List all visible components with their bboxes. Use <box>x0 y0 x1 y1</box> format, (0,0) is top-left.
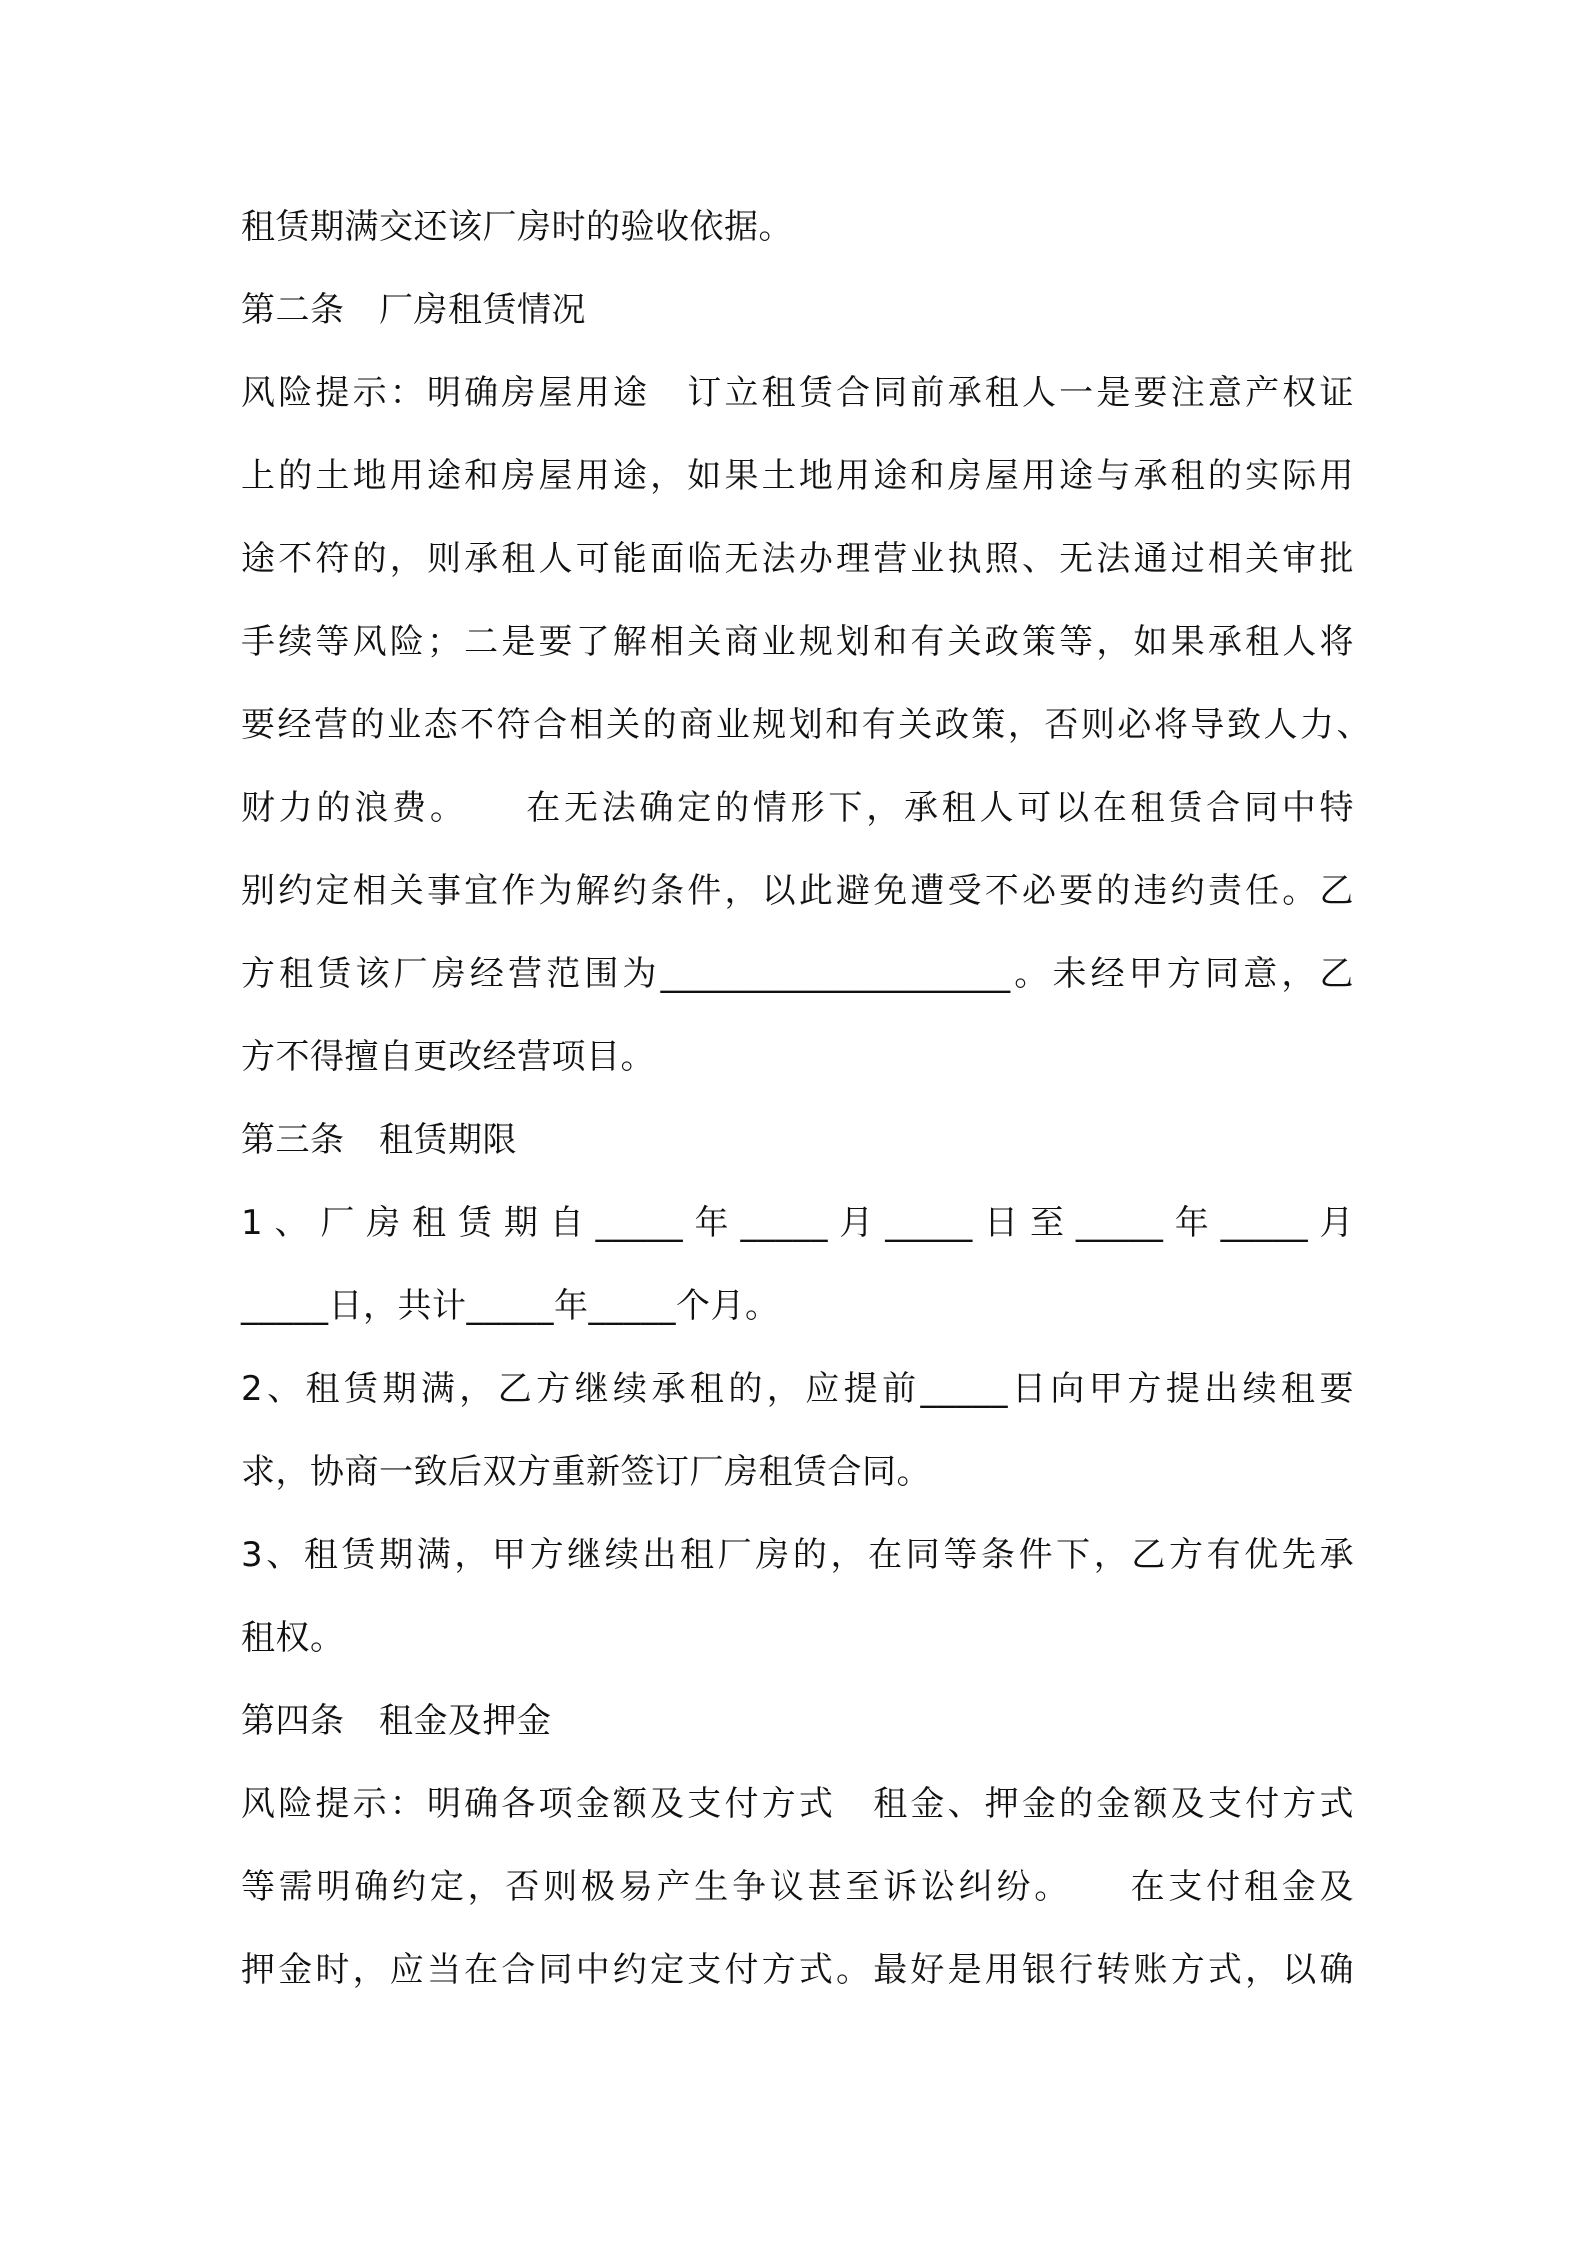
text-line-15: 2、租赁期满，乙方继续承租的，应提前_____日向甲方提出续租要 <box>241 1369 1354 1409</box>
article-2-heading: 第二条 厂房租赁情况 <box>241 290 586 330</box>
text-line-22: 押金时，应当在合同中约定支付方式。最好是用银行转账方式，以确 <box>241 1950 1354 1990</box>
text-line-7: 要经营的业态不符合相关的商业规划和有关政策，否则必将导致人力、 <box>241 705 1371 745</box>
text-line-16: 求，协商一致后双方重新签订厂房租赁合同。 <box>241 1452 931 1492</box>
text-line-10: 方租赁该厂房经营范围为____________________。未经甲方同意，乙 <box>241 954 1354 994</box>
text-line-6: 手续等风险；二是要了解相关商业规划和有关政策等，如果承租人将 <box>241 622 1354 662</box>
text-line-4: 上的土地用途和房屋用途，如果土地用途和房屋用途与承租的实际用 <box>241 456 1354 496</box>
text-line-3: 风险提示：明确房屋用途 订立租赁合同前承租人一是要注意产权证 <box>241 373 1354 413</box>
text-line-20: 风险提示：明确各项金额及支付方式 租金、押金的金额及支付方式 <box>241 1784 1354 1824</box>
text-line-17: 3、租赁期满，甲方继续出租厂房的，在同等条件下，乙方有优先承 <box>241 1535 1354 1575</box>
text-line-5: 途不符的，则承租人可能面临无法办理营业执照、无法通过相关审批 <box>241 539 1354 579</box>
article-4-heading: 第四条 租金及押金 <box>241 1701 552 1741</box>
text-line-11: 方不得擅自更改经营项目。 <box>241 1037 655 1077</box>
text-line-21: 等需明确约定，否则极易产生争议甚至诉讼纠纷。 在支付租金及 <box>241 1867 1354 1907</box>
text-line-9: 别约定相关事宜作为解约条件，以此避免遭受不必要的违约责任。乙 <box>241 871 1354 911</box>
text-line-1: 租赁期满交还该厂房时的验收依据。 <box>241 207 793 247</box>
text-line-18: 租权。 <box>241 1618 345 1658</box>
text-line-8: 财力的浪费。 在无法确定的情形下，承租人可以在租赁合同中特 <box>241 788 1354 828</box>
article-3-heading: 第三条 租赁期限 <box>241 1120 517 1160</box>
text-line-13: 1、厂房租赁期自_____年_____月_____日至_____年_____月 <box>241 1203 1354 1243</box>
text-line-14: _____日，共计_____年_____个月。 <box>241 1286 780 1326</box>
